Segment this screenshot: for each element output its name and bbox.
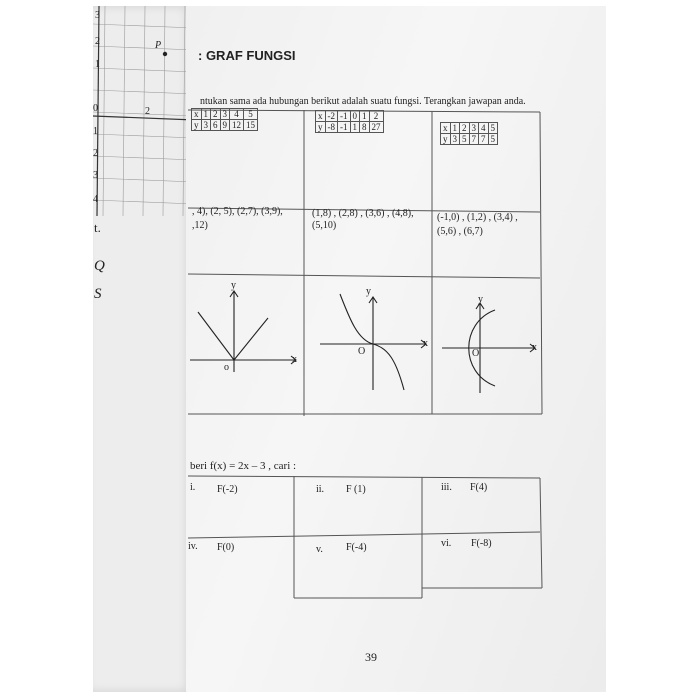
t2-cell: -2	[325, 111, 338, 122]
left-x-tick: 2	[145, 106, 150, 117]
item-3-number: iii.	[441, 482, 452, 493]
graph-2	[318, 290, 433, 395]
graph-2-x-label: x	[423, 338, 428, 349]
t3-cell: 5	[488, 134, 498, 145]
page-number: 39	[365, 650, 377, 664]
left-tick-8: 4	[93, 194, 98, 205]
item-2-number: ii.	[316, 484, 325, 495]
t1-cell: 2	[211, 109, 221, 120]
left-tick-2: 2	[95, 36, 100, 47]
t3-cell: 7	[469, 134, 479, 145]
t3-cell: 1	[450, 123, 460, 134]
t1-cell: 5	[244, 109, 258, 120]
t3-cell: y	[441, 134, 451, 145]
t2-cell: 2	[369, 111, 383, 122]
pairs-3-line1: (-1,0) , (1,2) , (3,4) ,	[437, 212, 518, 223]
left-tick-1: 3	[95, 10, 100, 21]
t1-cell: 12	[230, 120, 244, 131]
item-3-expr: F(4)	[470, 482, 488, 493]
item-6-number: vi.	[441, 538, 452, 549]
t1-cell: y	[192, 120, 202, 131]
item-4-expr: F(0)	[217, 542, 235, 553]
t1-cell: 1	[201, 109, 211, 120]
graph-3-x-label: x	[532, 342, 537, 353]
left-tick-3: 1	[95, 59, 100, 70]
t3-cell: 3	[450, 134, 460, 145]
t3-cell: 5	[488, 123, 498, 134]
left-text-s: S	[94, 286, 102, 302]
item-5-expr: F(-4)	[346, 542, 367, 553]
pairs-2-line2: (5,10)	[312, 220, 337, 231]
t2-cell: 0	[350, 111, 360, 122]
t3-cell: 4	[479, 123, 489, 134]
item-4-number: iv.	[188, 541, 198, 552]
t1-cell: x	[192, 109, 202, 120]
t1-cell: 15	[244, 120, 258, 131]
pairs-1-line2: ,12)	[192, 220, 208, 231]
pairs-2-line1: (1,8) , (2,8) , (3,6) , (4,8),	[312, 208, 414, 219]
table-2	[315, 110, 384, 133]
t2-cell: y	[316, 122, 326, 133]
t3-cell: x	[441, 123, 451, 134]
left-text-t: t.	[94, 220, 101, 235]
item-5-number: v.	[316, 544, 323, 555]
graph-2-origin: O	[358, 346, 366, 357]
t2-cell: -1	[338, 111, 351, 122]
graph-2-y-label: y	[366, 286, 371, 297]
function-prompt: beri f(x) = 2x – 3 , cari :	[190, 460, 297, 472]
left-tick-6: 2	[93, 148, 98, 159]
pairs-1-line1: , 4), (2, 5), (2,7), (3,9),	[192, 206, 283, 217]
graph-1-y-label: y	[231, 280, 236, 291]
page-title: : GRAF FUNGSI	[198, 48, 296, 63]
graph-3	[440, 298, 540, 398]
t1-cell: 3	[201, 120, 211, 131]
table-1	[191, 108, 258, 131]
pairs-3-line2: (5,6) , (6,7)	[437, 226, 483, 237]
table-3	[440, 122, 498, 145]
graph-1-origin: o	[224, 362, 229, 373]
t3-cell: 3	[469, 123, 479, 134]
item-6-expr: F(-8)	[471, 538, 492, 549]
t1-cell: 4	[230, 109, 244, 120]
t2-cell: -1	[338, 122, 351, 133]
t1-cell: 6	[211, 120, 221, 131]
t3-cell: 5	[460, 134, 470, 145]
point-p-label: P	[155, 40, 162, 51]
t2-cell: -8	[325, 122, 338, 133]
left-tick-4: 0	[93, 103, 98, 114]
t2-cell: 8	[360, 122, 370, 133]
t2-cell: x	[316, 111, 326, 122]
item-2-expr: F (1)	[346, 484, 366, 495]
item-1-number: i.	[190, 482, 196, 493]
item-1-expr: F(-2)	[217, 484, 238, 495]
graph-1	[188, 282, 303, 382]
left-text-q: Q	[94, 258, 105, 274]
t1-cell: 3	[220, 109, 230, 120]
left-tick-5: 1	[93, 126, 98, 137]
function-grid	[186, 474, 546, 604]
instruction-text: ntukan sama ada hubungan berikut adalah suatu fungsi. Terangkan jawapan anda.	[200, 96, 526, 107]
t2-cell: 1	[350, 122, 360, 133]
t2-cell: 1	[360, 111, 370, 122]
graph-1-x-label: x	[292, 354, 297, 365]
graph-3-y-label: y	[478, 294, 483, 305]
left-page-grid	[93, 6, 195, 216]
t3-cell: 7	[479, 134, 489, 145]
graph-3-origin: O	[472, 348, 480, 359]
point-p	[163, 52, 167, 56]
t2-cell: 27	[369, 122, 383, 133]
t3-cell: 2	[460, 123, 470, 134]
left-tick-7: 3	[93, 170, 98, 181]
t1-cell: 9	[220, 120, 230, 131]
